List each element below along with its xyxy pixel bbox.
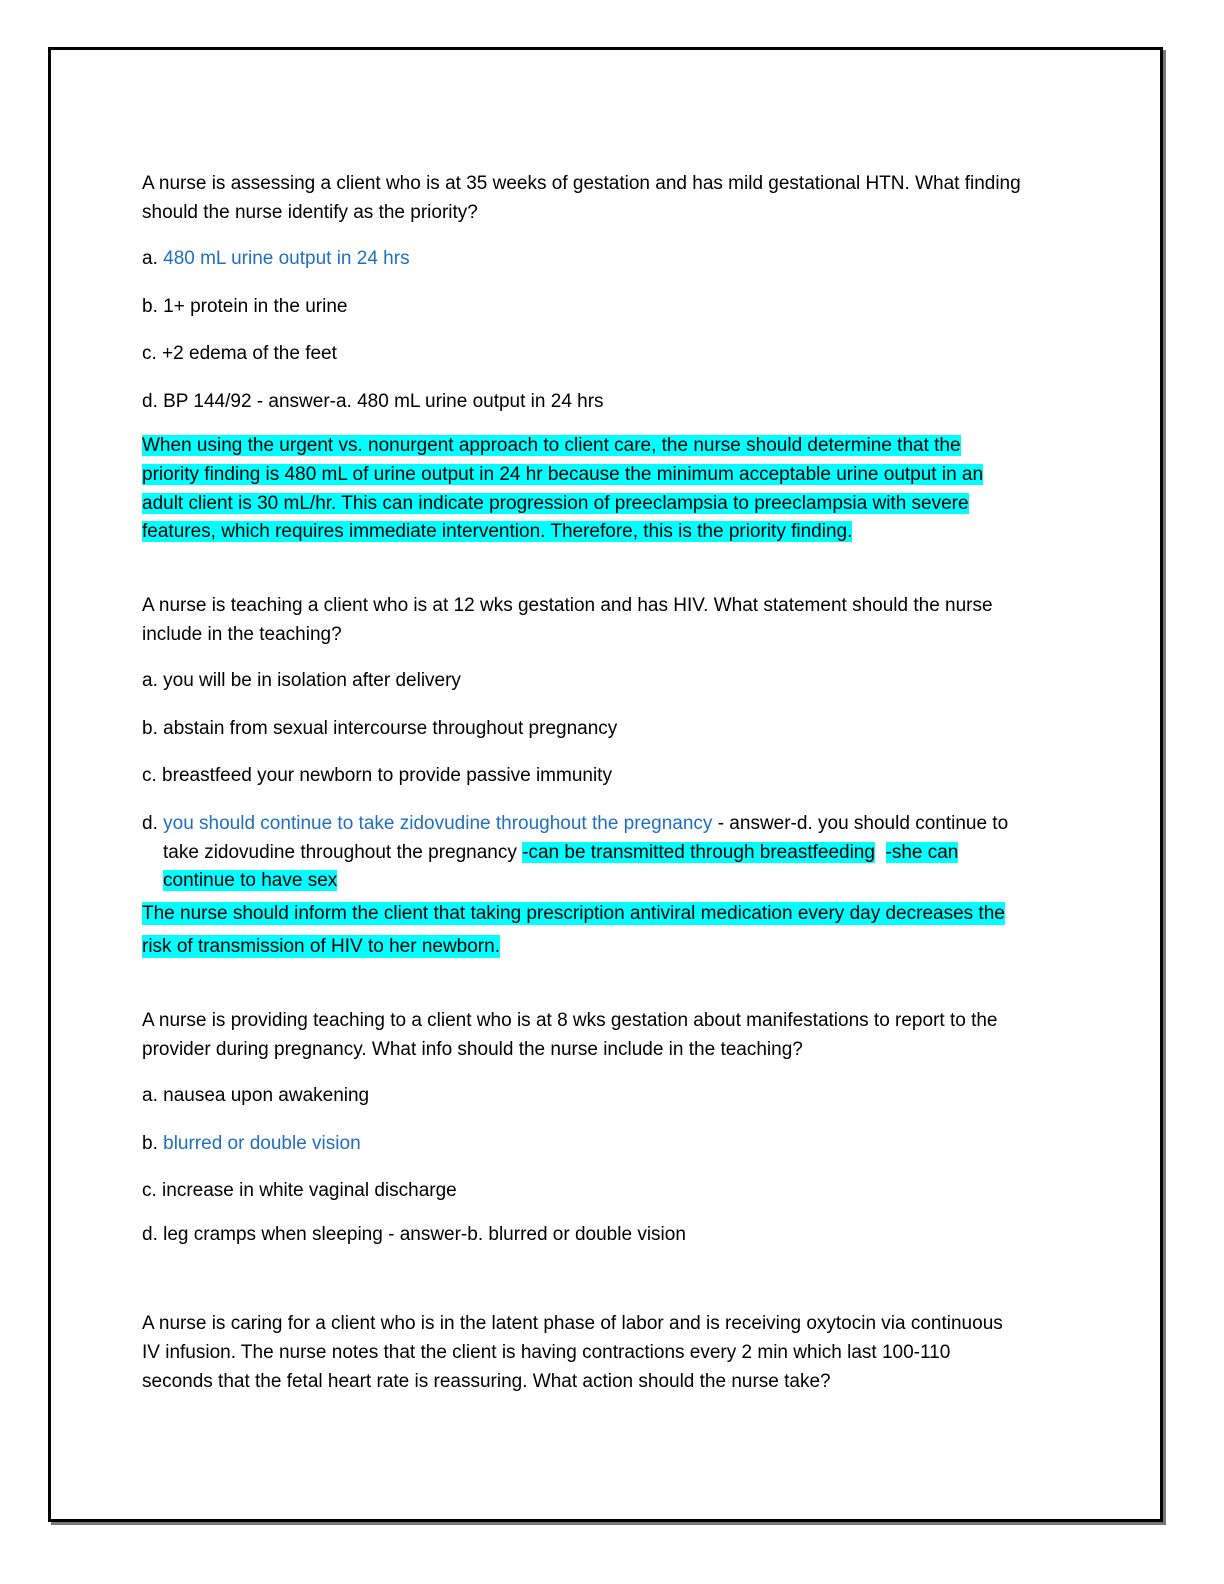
highlighted-text: continue to have sex	[163, 870, 338, 891]
question-1-stem-line-1: A nurse is assessing a client who is at 35 weeks of gestation and has mild gestational HTN. What finding	[142, 173, 1021, 194]
question-1-option-d: d. BP 144/92 - answer-a. 480 mL urine output in 24 hrs	[142, 391, 604, 412]
question-2-rationale-line-1	[142, 897, 1005, 930]
question-1-rationale-line-1	[142, 431, 961, 460]
question-3-option-c: c. increase in white vaginal discharge	[142, 1180, 457, 1201]
answer-text: - answer-d. you should continue to	[712, 813, 1009, 834]
highlighted-text: -can be transmitted through breastfeeding	[522, 842, 875, 863]
highlighted-text: risk of transmission of HIV to her newborn.	[142, 936, 500, 957]
question-1-rationale-line-2	[142, 460, 983, 489]
question-2-option-a: a. you will be in isolation after delivery	[142, 670, 461, 691]
question-2-option-d-line-1	[142, 809, 1008, 838]
answer-text: take zidovudine throughout the pregnancy	[163, 842, 523, 863]
question-2-option-c: c. breastfeed your newborn to provide passive immunity	[142, 765, 612, 786]
option-prefix: a.	[142, 248, 164, 269]
question-1-option-c: c. +2 edema of the feet	[142, 343, 337, 364]
question-2-rationale-line-2	[142, 930, 500, 963]
correct-option-text: 480 mL urine output in 24 hrs	[163, 248, 410, 269]
highlighted-text: -she can	[885, 842, 959, 863]
question-2-option-b: b. abstain from sexual intercourse throughout pregnancy	[142, 718, 618, 739]
question-1-stem-line-2: should the nurse identify as the priority?	[142, 202, 478, 223]
question-1-rationale-line-3	[142, 489, 969, 518]
highlighted-text: When using the urgent vs. nonurgent approach to client care, the nurse should determine that the	[142, 435, 961, 456]
highlighted-text: features, which requires immediate intervention. Therefore, this is the priority finding.	[142, 521, 853, 542]
question-4-stem-line-2: IV infusion. The nurse notes that the client is having contractions every 2 min which last 100-110	[142, 1342, 951, 1363]
question-1-rationale-line-4	[142, 517, 852, 546]
highlighted-text: The nurse should inform the client that taking prescription antiviral medication every day decreases the	[142, 903, 1005, 924]
question-1-option-a	[142, 244, 410, 273]
question-4-stem-line-1: A nurse is caring for a client who is in the latent phase of labor and is receiving oxytocin via continuous	[142, 1313, 1003, 1334]
highlighted-text: priority finding is 480 mL of urine output in 24 hr because the minimum acceptable urine output in an	[142, 464, 984, 485]
option-prefix: b.	[142, 1133, 164, 1154]
question-3-option-b	[142, 1129, 361, 1158]
question-2-option-d-line-2	[163, 838, 958, 867]
question-3-stem-line-1: A nurse is providing teaching to a client who is at 8 wks gestation about manifestations to report to the	[142, 1010, 998, 1031]
correct-option-text: blurred or double vision	[163, 1133, 361, 1154]
question-2-option-d-line-3	[163, 866, 337, 895]
question-2-stem-line-1: A nurse is teaching a client who is at 12 wks gestation and has HIV. What statement should the nurse	[142, 595, 993, 616]
correct-option-text: you should continue to take zidovudine throughout the pregnancy	[163, 813, 713, 834]
question-2-stem-line-2: include in the teaching?	[142, 624, 342, 645]
question-1-option-b: b. 1+ protein in the urine	[142, 296, 348, 317]
question-3-stem-line-2: provider during pregnancy. What info should the nurse include in the teaching?	[142, 1039, 803, 1060]
highlighted-text: adult client is 30 mL/hr. This can indicate progression of preeclampsia to preeclampsia with severe	[142, 493, 969, 514]
option-prefix: d.	[142, 813, 164, 834]
question-4-stem-line-3: seconds that the fetal heart rate is reassuring. What action should the nurse take?	[142, 1371, 831, 1392]
question-3-option-a: a. nausea upon awakening	[142, 1085, 370, 1106]
question-3-option-d: d. leg cramps when sleeping - answer-b. blurred or double vision	[142, 1224, 686, 1245]
spacer	[875, 842, 886, 863]
